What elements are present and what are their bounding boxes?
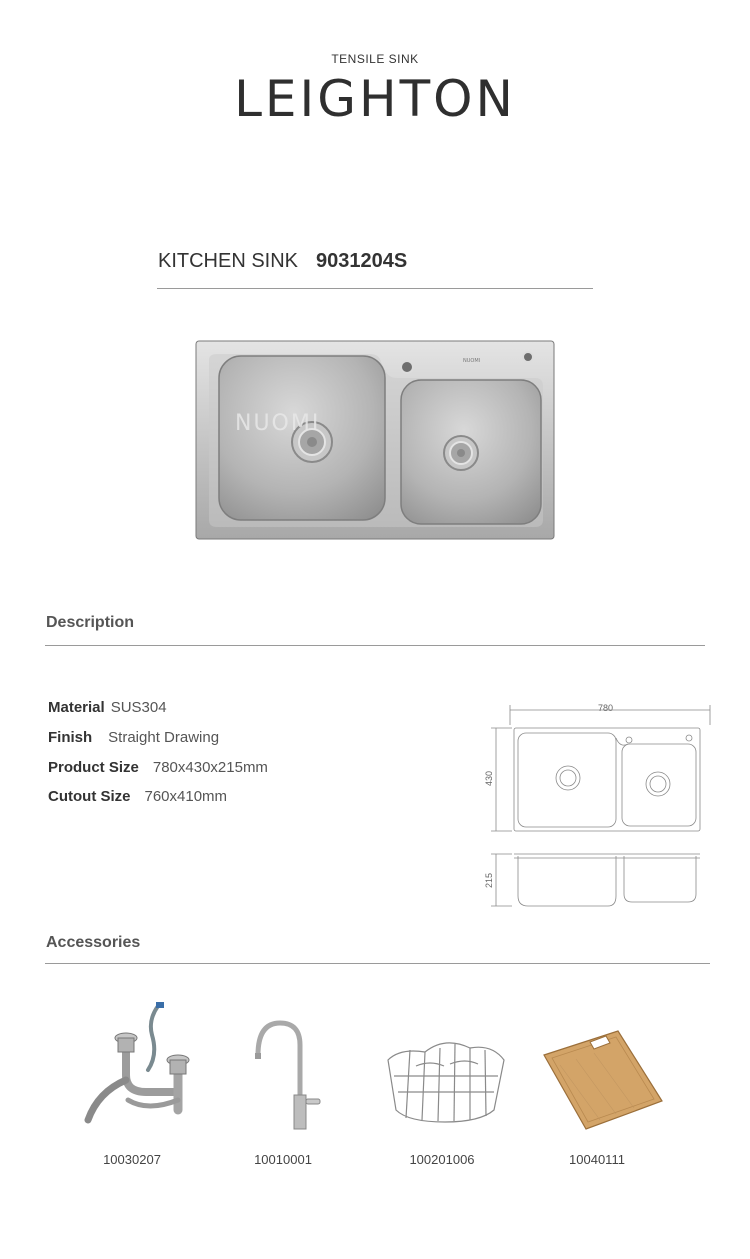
watermark-text: NUOMI bbox=[235, 411, 321, 436]
spec-cutout-size bbox=[48, 788, 227, 805]
drain-pipe-icon bbox=[78, 1000, 203, 1135]
faucet-icon bbox=[240, 1015, 330, 1135]
cutting-board-icon bbox=[540, 1025, 665, 1135]
spec-label: Cutout Size bbox=[48, 788, 131, 805]
dimension-width-label: 780 bbox=[598, 703, 614, 713]
spec-value: 760x410mm bbox=[144, 788, 228, 805]
spec-label: Material bbox=[48, 699, 105, 716]
brand-title: LEIGHTON bbox=[234, 70, 516, 128]
spec-product-size bbox=[48, 759, 268, 776]
description-divider bbox=[45, 645, 705, 646]
product-divider bbox=[157, 288, 593, 289]
description-title: Description bbox=[46, 614, 135, 631]
sink-photo bbox=[195, 340, 555, 540]
accessory-code-board: 10040111 bbox=[569, 1152, 625, 1167]
dimension-drawing bbox=[482, 698, 722, 918]
spec-value: Straight Drawing bbox=[108, 729, 220, 746]
accessories-title: Accessories bbox=[46, 934, 141, 951]
brand-subtitle: TENSILE SINK bbox=[331, 52, 419, 66]
product-model: 9031204S bbox=[316, 250, 408, 272]
spec-material bbox=[48, 699, 167, 716]
spec-value: 780x430x215mm bbox=[152, 759, 268, 776]
product-category: KITCHEN SINK bbox=[158, 250, 299, 272]
dimension-height-label: 430 bbox=[484, 770, 494, 786]
spec-finish bbox=[48, 729, 219, 746]
spec-label: Finish bbox=[48, 729, 93, 746]
accessory-code-basket: 100201006 bbox=[409, 1152, 475, 1167]
accessories-divider bbox=[45, 963, 710, 964]
spec-label: Product Size bbox=[48, 759, 139, 776]
dish-basket-icon bbox=[380, 1030, 510, 1130]
accessory-code-drain: 10030207 bbox=[103, 1152, 161, 1167]
accessory-code-faucet: 10010001 bbox=[254, 1152, 312, 1167]
spec-value: SUS304 bbox=[110, 699, 167, 716]
product-heading bbox=[158, 250, 407, 273]
sink-brand-mark: NUOMI bbox=[463, 358, 481, 364]
dimension-depth-label: 215 bbox=[484, 872, 494, 888]
